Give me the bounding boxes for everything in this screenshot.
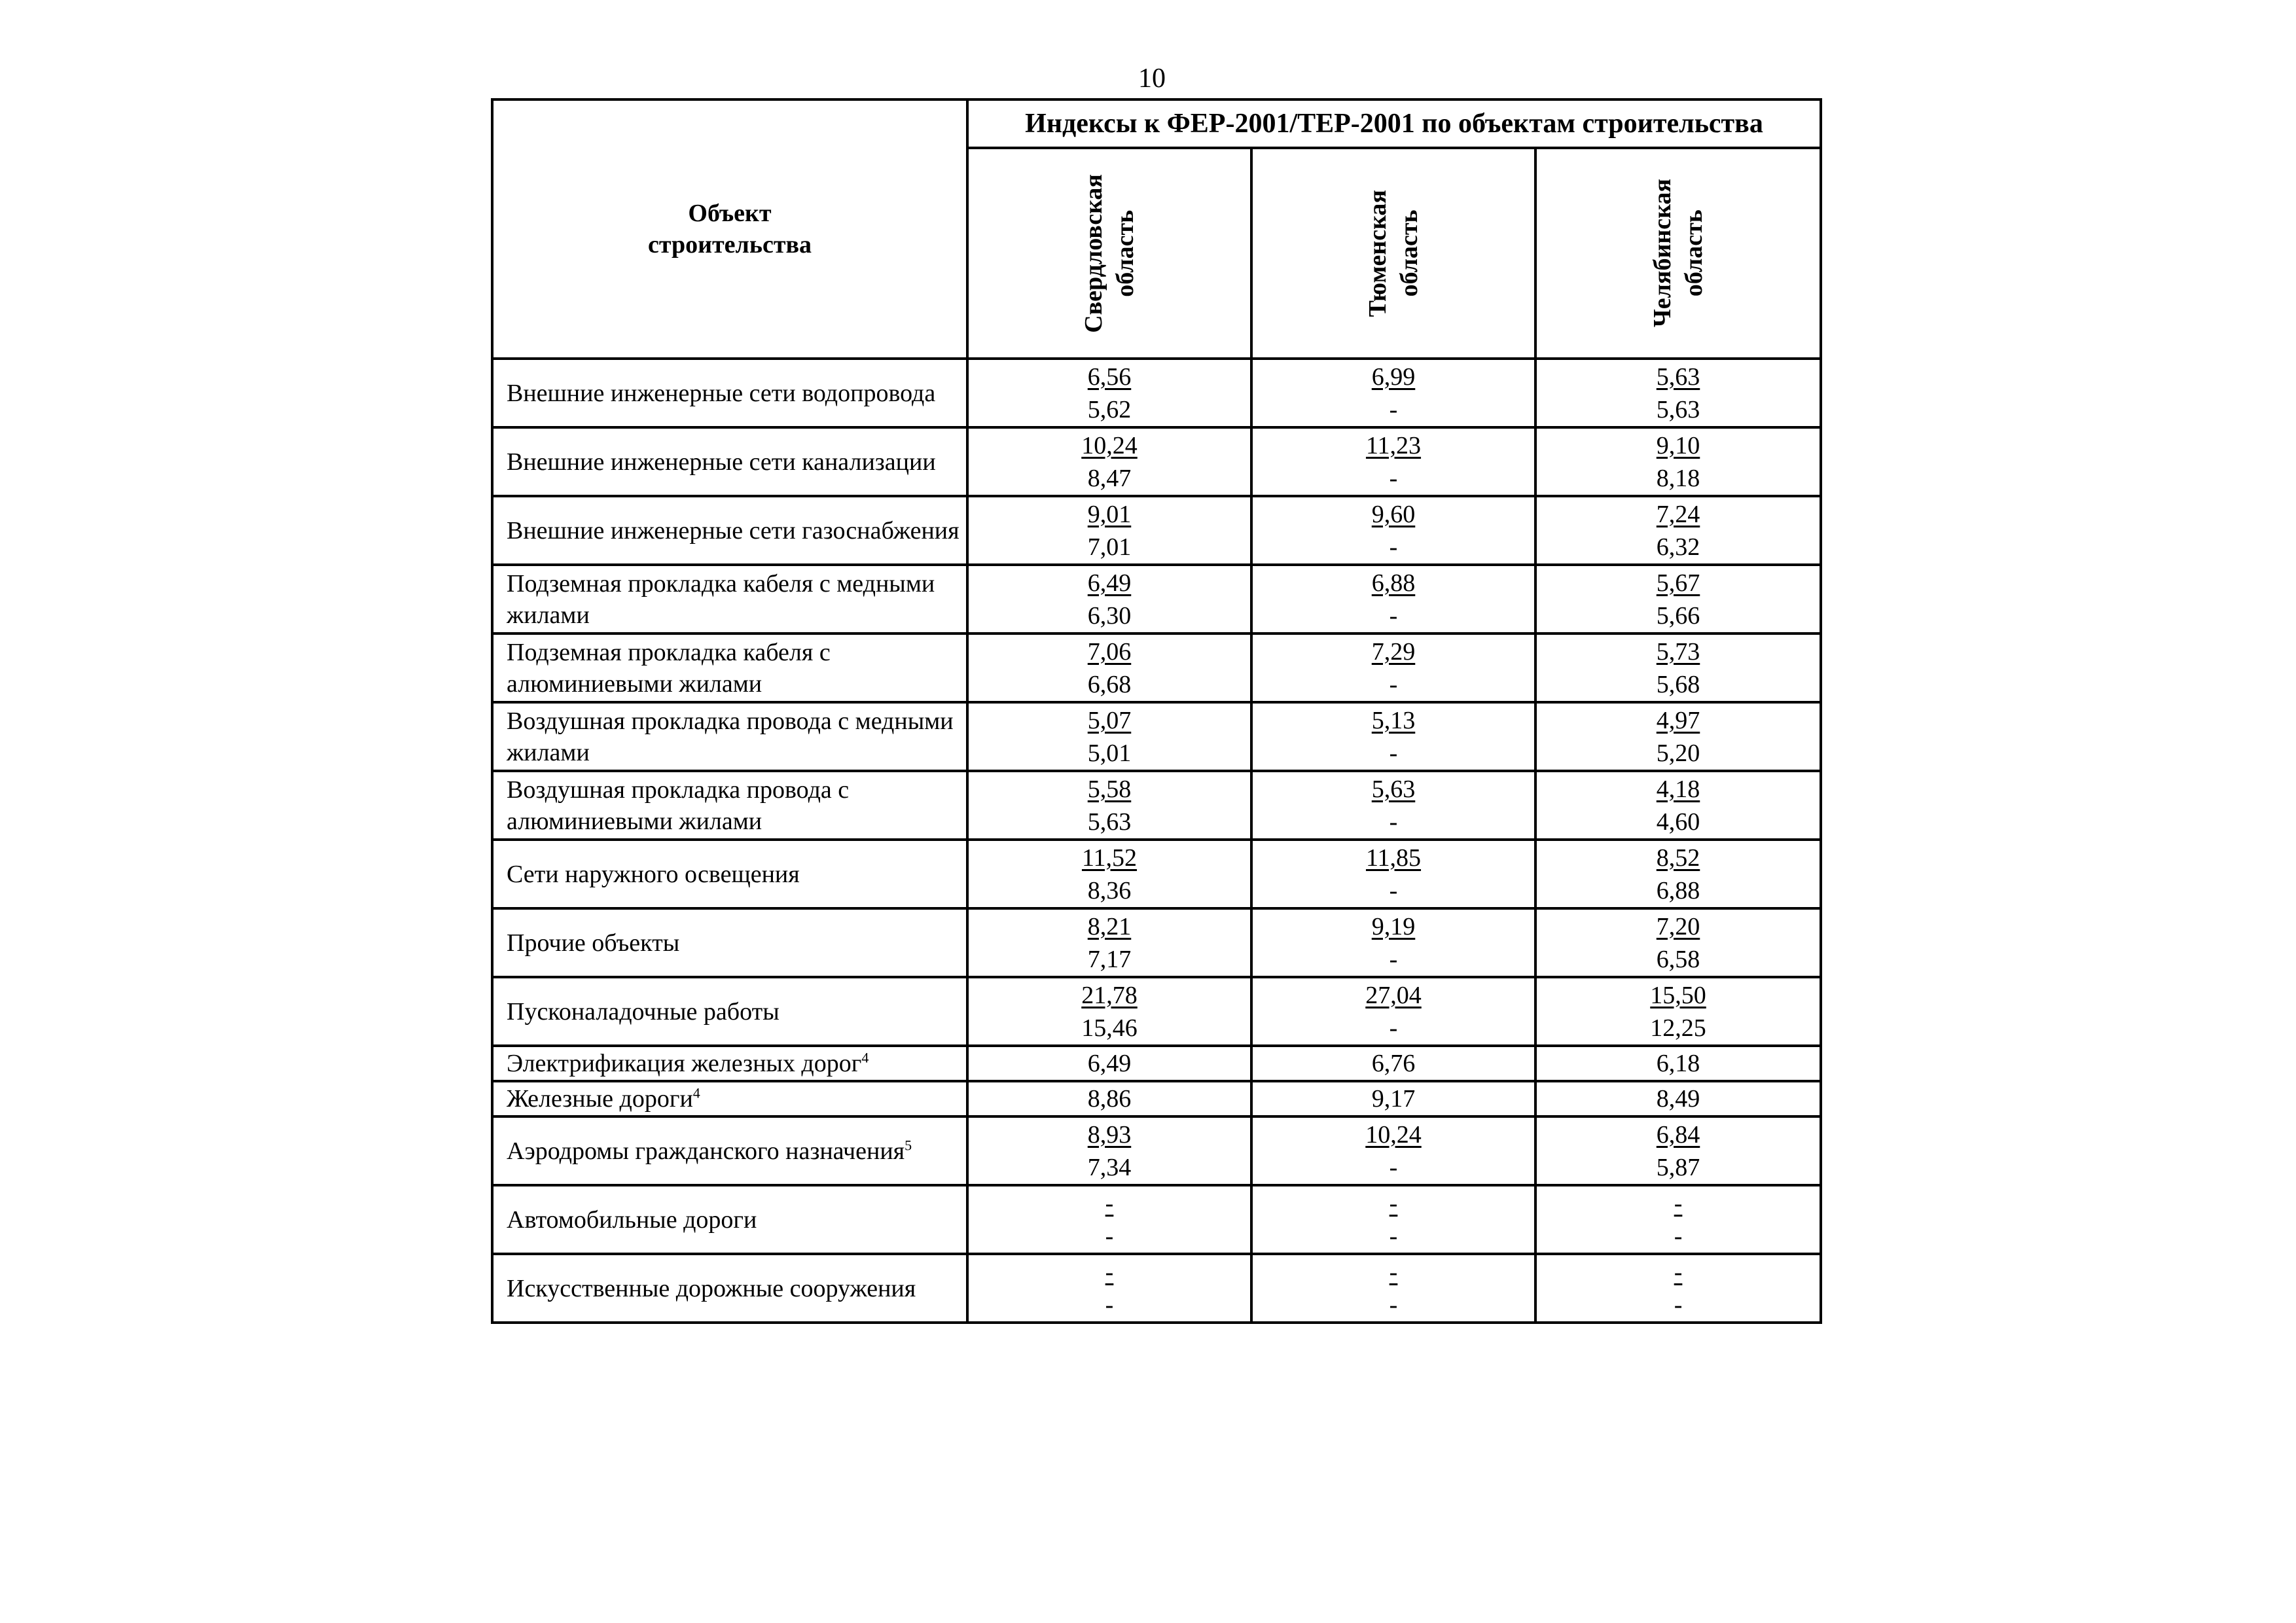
federal-index-value: 10,24: [1365, 1120, 1422, 1149]
object-name: Электрификация железных дорог: [507, 1050, 862, 1077]
table-row: [492, 633, 1821, 702]
index-value-cell: [967, 977, 1251, 1046]
index-value: 8,49: [1656, 1085, 1700, 1113]
table-row: [492, 977, 1821, 1046]
territorial-index-value: 7,34: [1087, 1153, 1132, 1181]
territorial-index-value: 6,88: [1656, 876, 1700, 904]
object-name-cell: [492, 840, 967, 908]
index-value: 6,49: [1087, 1050, 1132, 1077]
object-name-cell: [492, 908, 967, 977]
territorial-index-value: 5,20: [1656, 739, 1700, 767]
object-name-cell: [492, 496, 967, 565]
footnote-marker: 4: [692, 1084, 700, 1101]
object-name-cell: [492, 1254, 967, 1323]
object-name: Сети наружного освещения: [507, 860, 800, 888]
federal-index-value: 11,85: [1365, 844, 1422, 872]
object-name-cell: [492, 1116, 967, 1185]
territorial-index-value: 15,46: [1081, 1014, 1138, 1042]
table-row: [492, 908, 1821, 977]
index-value-cell: [967, 908, 1251, 977]
federal-index-value: 5,63: [1656, 363, 1700, 391]
index-value-cell: [1535, 840, 1821, 908]
index-value-cell: [1535, 702, 1821, 771]
index-value-cell: [967, 496, 1251, 565]
table-row: [492, 1185, 1821, 1254]
federal-index-value: -: [1389, 1258, 1398, 1286]
object-name-cell: [492, 702, 967, 771]
territorial-index-value: -: [1674, 1291, 1683, 1319]
territorial-index-value: -: [1389, 808, 1398, 836]
territorial-index-value: 12,25: [1650, 1014, 1706, 1042]
territorial-index-value: 6,68: [1087, 670, 1132, 698]
index-value: 6,18: [1656, 1050, 1700, 1077]
federal-index-value: 6,56: [1087, 363, 1132, 391]
index-value-cell: [1535, 565, 1821, 633]
territorial-index-value: 8,18: [1656, 464, 1700, 492]
object-name: Пусконаладочные работы: [507, 997, 780, 1026]
territorial-index-value: -: [1389, 739, 1398, 767]
territorial-index-value: 5,62: [1087, 395, 1132, 423]
index-value-cell: [1535, 1254, 1821, 1323]
region-header-chelyabinsk: [1535, 148, 1821, 359]
federal-index-value: -: [1389, 1189, 1398, 1217]
territorial-index-value: 5,63: [1087, 808, 1132, 836]
table-body: [492, 359, 1821, 1323]
object-name-cell: [492, 1046, 967, 1081]
index-value-cell: [1251, 977, 1535, 1046]
region-header-sverdlovsk: [967, 148, 1251, 359]
federal-index-value: 7,20: [1656, 912, 1700, 940]
federal-index-value: -: [1105, 1189, 1114, 1217]
object-column-header: [492, 99, 967, 359]
territorial-index-value: 7,01: [1087, 533, 1132, 561]
index-value-cell: [1251, 771, 1535, 840]
federal-index-value: 7,29: [1371, 637, 1416, 666]
index-value-cell: [1251, 496, 1535, 565]
federal-index-value: 6,88: [1371, 569, 1416, 597]
territorial-index-value: 5,87: [1656, 1153, 1700, 1181]
territorial-index-value: -: [1389, 670, 1398, 698]
index-value-cell: [1251, 840, 1535, 908]
index-value-cell: [1535, 1116, 1821, 1185]
index-value-cell: [1251, 427, 1535, 496]
index-value-cell: [967, 771, 1251, 840]
index-value-cell: [1535, 977, 1821, 1046]
territorial-index-value: -: [1674, 1222, 1683, 1250]
footnote-marker: 5: [905, 1136, 912, 1153]
federal-index-value: 8,93: [1087, 1120, 1132, 1149]
index-value-cell: [1535, 1046, 1821, 1081]
index-value-cell: [1535, 427, 1821, 496]
index-value-cell: [1251, 702, 1535, 771]
index-value-cell: [967, 633, 1251, 702]
federal-index-value: 21,78: [1081, 981, 1138, 1009]
federal-index-value: 11,52: [1081, 844, 1138, 872]
territorial-index-value: -: [1105, 1222, 1114, 1250]
federal-index-value: 6,84: [1656, 1120, 1700, 1149]
object-column-header-text: Объект строительства: [647, 200, 812, 259]
federal-index-value: 15,50: [1650, 981, 1706, 1009]
territorial-index-value: 7,17: [1087, 945, 1132, 973]
table-row: [492, 1116, 1821, 1185]
federal-index-value: 7,24: [1656, 500, 1700, 528]
territorial-index-value: 6,30: [1087, 601, 1132, 630]
index-value-cell: [1251, 908, 1535, 977]
index-value-cell: [1251, 565, 1535, 633]
federal-index-value: 6,99: [1371, 363, 1416, 391]
object-name-cell: [492, 1081, 967, 1116]
territorial-index-value: 6,58: [1656, 945, 1700, 973]
territorial-index-value: -: [1389, 1222, 1398, 1250]
object-name: Железные дороги: [507, 1085, 693, 1113]
object-name: Подземная прокладка кабеля с медными жилами: [507, 569, 935, 629]
territorial-index-value: 4,60: [1656, 808, 1700, 836]
object-name: Внешние инженерные сети канализации: [507, 448, 936, 476]
territorial-index-value: -: [1389, 1153, 1398, 1181]
federal-index-value: 11,23: [1365, 431, 1422, 459]
index-value-cell: [1251, 1046, 1535, 1081]
index-value-cell: [967, 1046, 1251, 1081]
federal-index-value: 9,01: [1087, 500, 1132, 528]
region-header-text: Свердловская область: [1080, 173, 1139, 333]
federal-index-value: -: [1105, 1258, 1114, 1286]
index-value-cell: [967, 1081, 1251, 1116]
index-value-cell: [967, 1185, 1251, 1254]
territorial-index-value: -: [1389, 464, 1398, 492]
object-name: Искусственные дорожные сооружения: [507, 1274, 916, 1302]
region-header-tyumen: [1251, 148, 1535, 359]
table-row: [492, 427, 1821, 496]
index-value-cell: [967, 1116, 1251, 1185]
federal-index-value: 4,97: [1656, 706, 1700, 734]
index-value-cell: [1535, 1081, 1821, 1116]
index-value-cell: [967, 840, 1251, 908]
index-value-cell: [1535, 771, 1821, 840]
territorial-index-value: -: [1389, 1014, 1398, 1042]
index-value-cell: [1535, 633, 1821, 702]
region-header-text: Челябинская область: [1649, 179, 1708, 328]
object-name: Аэродромы гражданского назначения: [507, 1137, 905, 1165]
territorial-index-value: 5,68: [1656, 670, 1700, 698]
index-value: 6,76: [1371, 1050, 1416, 1077]
federal-index-value: 4,18: [1656, 775, 1700, 803]
federal-index-value: 5,73: [1656, 637, 1700, 666]
index-value-cell: [1535, 1185, 1821, 1254]
territorial-index-value: 8,47: [1087, 464, 1132, 492]
table-row: [492, 565, 1821, 633]
federal-index-value: 8,52: [1656, 844, 1700, 872]
federal-index-value: 9,19: [1371, 912, 1416, 940]
object-name-cell: [492, 977, 967, 1046]
table-row: [492, 702, 1821, 771]
federal-index-value: -: [1674, 1189, 1683, 1217]
territorial-index-value: -: [1389, 1291, 1398, 1319]
index-group-header: Индексы к ФЕР-2001/ТЕР-2001 по объектам строительства: [967, 99, 1821, 148]
federal-index-value: 5,13: [1371, 706, 1416, 734]
index-value-cell: [1535, 496, 1821, 565]
table-row: [492, 1081, 1821, 1116]
table-row: [492, 496, 1821, 565]
object-name: Внешние инженерные сети газоснабжения: [507, 516, 960, 544]
object-name: Внешние инженерные сети водопровода: [507, 379, 936, 407]
index-value-cell: [967, 359, 1251, 427]
federal-index-value: -: [1674, 1258, 1683, 1286]
index-value-cell: [1251, 1116, 1535, 1185]
federal-index-value: 9,60: [1371, 500, 1416, 528]
federal-index-value: 9,10: [1656, 431, 1700, 459]
territorial-index-value: 5,01: [1087, 739, 1132, 767]
index-value-cell: [1251, 359, 1535, 427]
federal-index-value: 5,63: [1371, 775, 1416, 803]
region-header-text: Тюменская область: [1364, 189, 1423, 317]
federal-index-value: 5,58: [1087, 775, 1132, 803]
index-value-cell: [1251, 1254, 1535, 1323]
object-name-cell: [492, 427, 967, 496]
index-value: 9,17: [1371, 1085, 1416, 1113]
territorial-index-value: -: [1389, 876, 1398, 904]
object-name: Воздушная прокладка провода с алюминиевыми жилами: [507, 776, 850, 835]
federal-index-value: 10,24: [1081, 431, 1138, 459]
federal-index-value: 6,49: [1087, 569, 1132, 597]
object-name: Прочие объекты: [507, 929, 680, 957]
territorial-index-value: 6,32: [1656, 533, 1700, 561]
territorial-index-value: 5,63: [1656, 395, 1700, 423]
page-number: 10: [1138, 63, 1166, 94]
object-name-cell: [492, 565, 967, 633]
federal-index-value: 8,21: [1087, 912, 1132, 940]
object-name: Автомобильные дороги: [507, 1205, 757, 1234]
federal-index-value: 27,04: [1365, 981, 1422, 1009]
table-row: [492, 771, 1821, 840]
federal-index-value: 5,07: [1087, 706, 1132, 734]
object-name-cell: [492, 1185, 967, 1254]
territorial-index-value: -: [1105, 1291, 1114, 1319]
object-name-cell: [492, 359, 967, 427]
territorial-index-value: -: [1389, 945, 1398, 973]
territorial-index-value: 8,36: [1087, 876, 1132, 904]
index-value: 8,86: [1087, 1085, 1132, 1113]
index-value-cell: [967, 565, 1251, 633]
object-name-cell: [492, 771, 967, 840]
object-name: Подземная прокладка кабеля с алюминиевыми жилами: [507, 638, 831, 698]
index-value-cell: [1251, 1081, 1535, 1116]
table-row: [492, 1254, 1821, 1323]
index-value-cell: [967, 1254, 1251, 1323]
table-row: [492, 1046, 1821, 1081]
federal-index-value: 5,67: [1656, 569, 1700, 597]
index-value-cell: [1535, 359, 1821, 427]
index-value-cell: [967, 702, 1251, 771]
territorial-index-value: -: [1389, 601, 1398, 630]
construction-index-table: [491, 98, 1822, 1324]
index-value-cell: [1251, 633, 1535, 702]
territorial-index-value: -: [1389, 533, 1398, 561]
index-value-cell: [1535, 908, 1821, 977]
territorial-index-value: 5,66: [1656, 601, 1700, 630]
footnote-marker: 4: [861, 1049, 869, 1066]
index-value-cell: [1251, 1185, 1535, 1254]
object-name-cell: [492, 633, 967, 702]
object-name: Воздушная прокладка провода с медными жилами: [507, 707, 954, 766]
table-row: [492, 840, 1821, 908]
table-row: [492, 359, 1821, 427]
index-value-cell: [967, 427, 1251, 496]
federal-index-value: 7,06: [1087, 637, 1132, 666]
territorial-index-value: -: [1389, 395, 1398, 423]
